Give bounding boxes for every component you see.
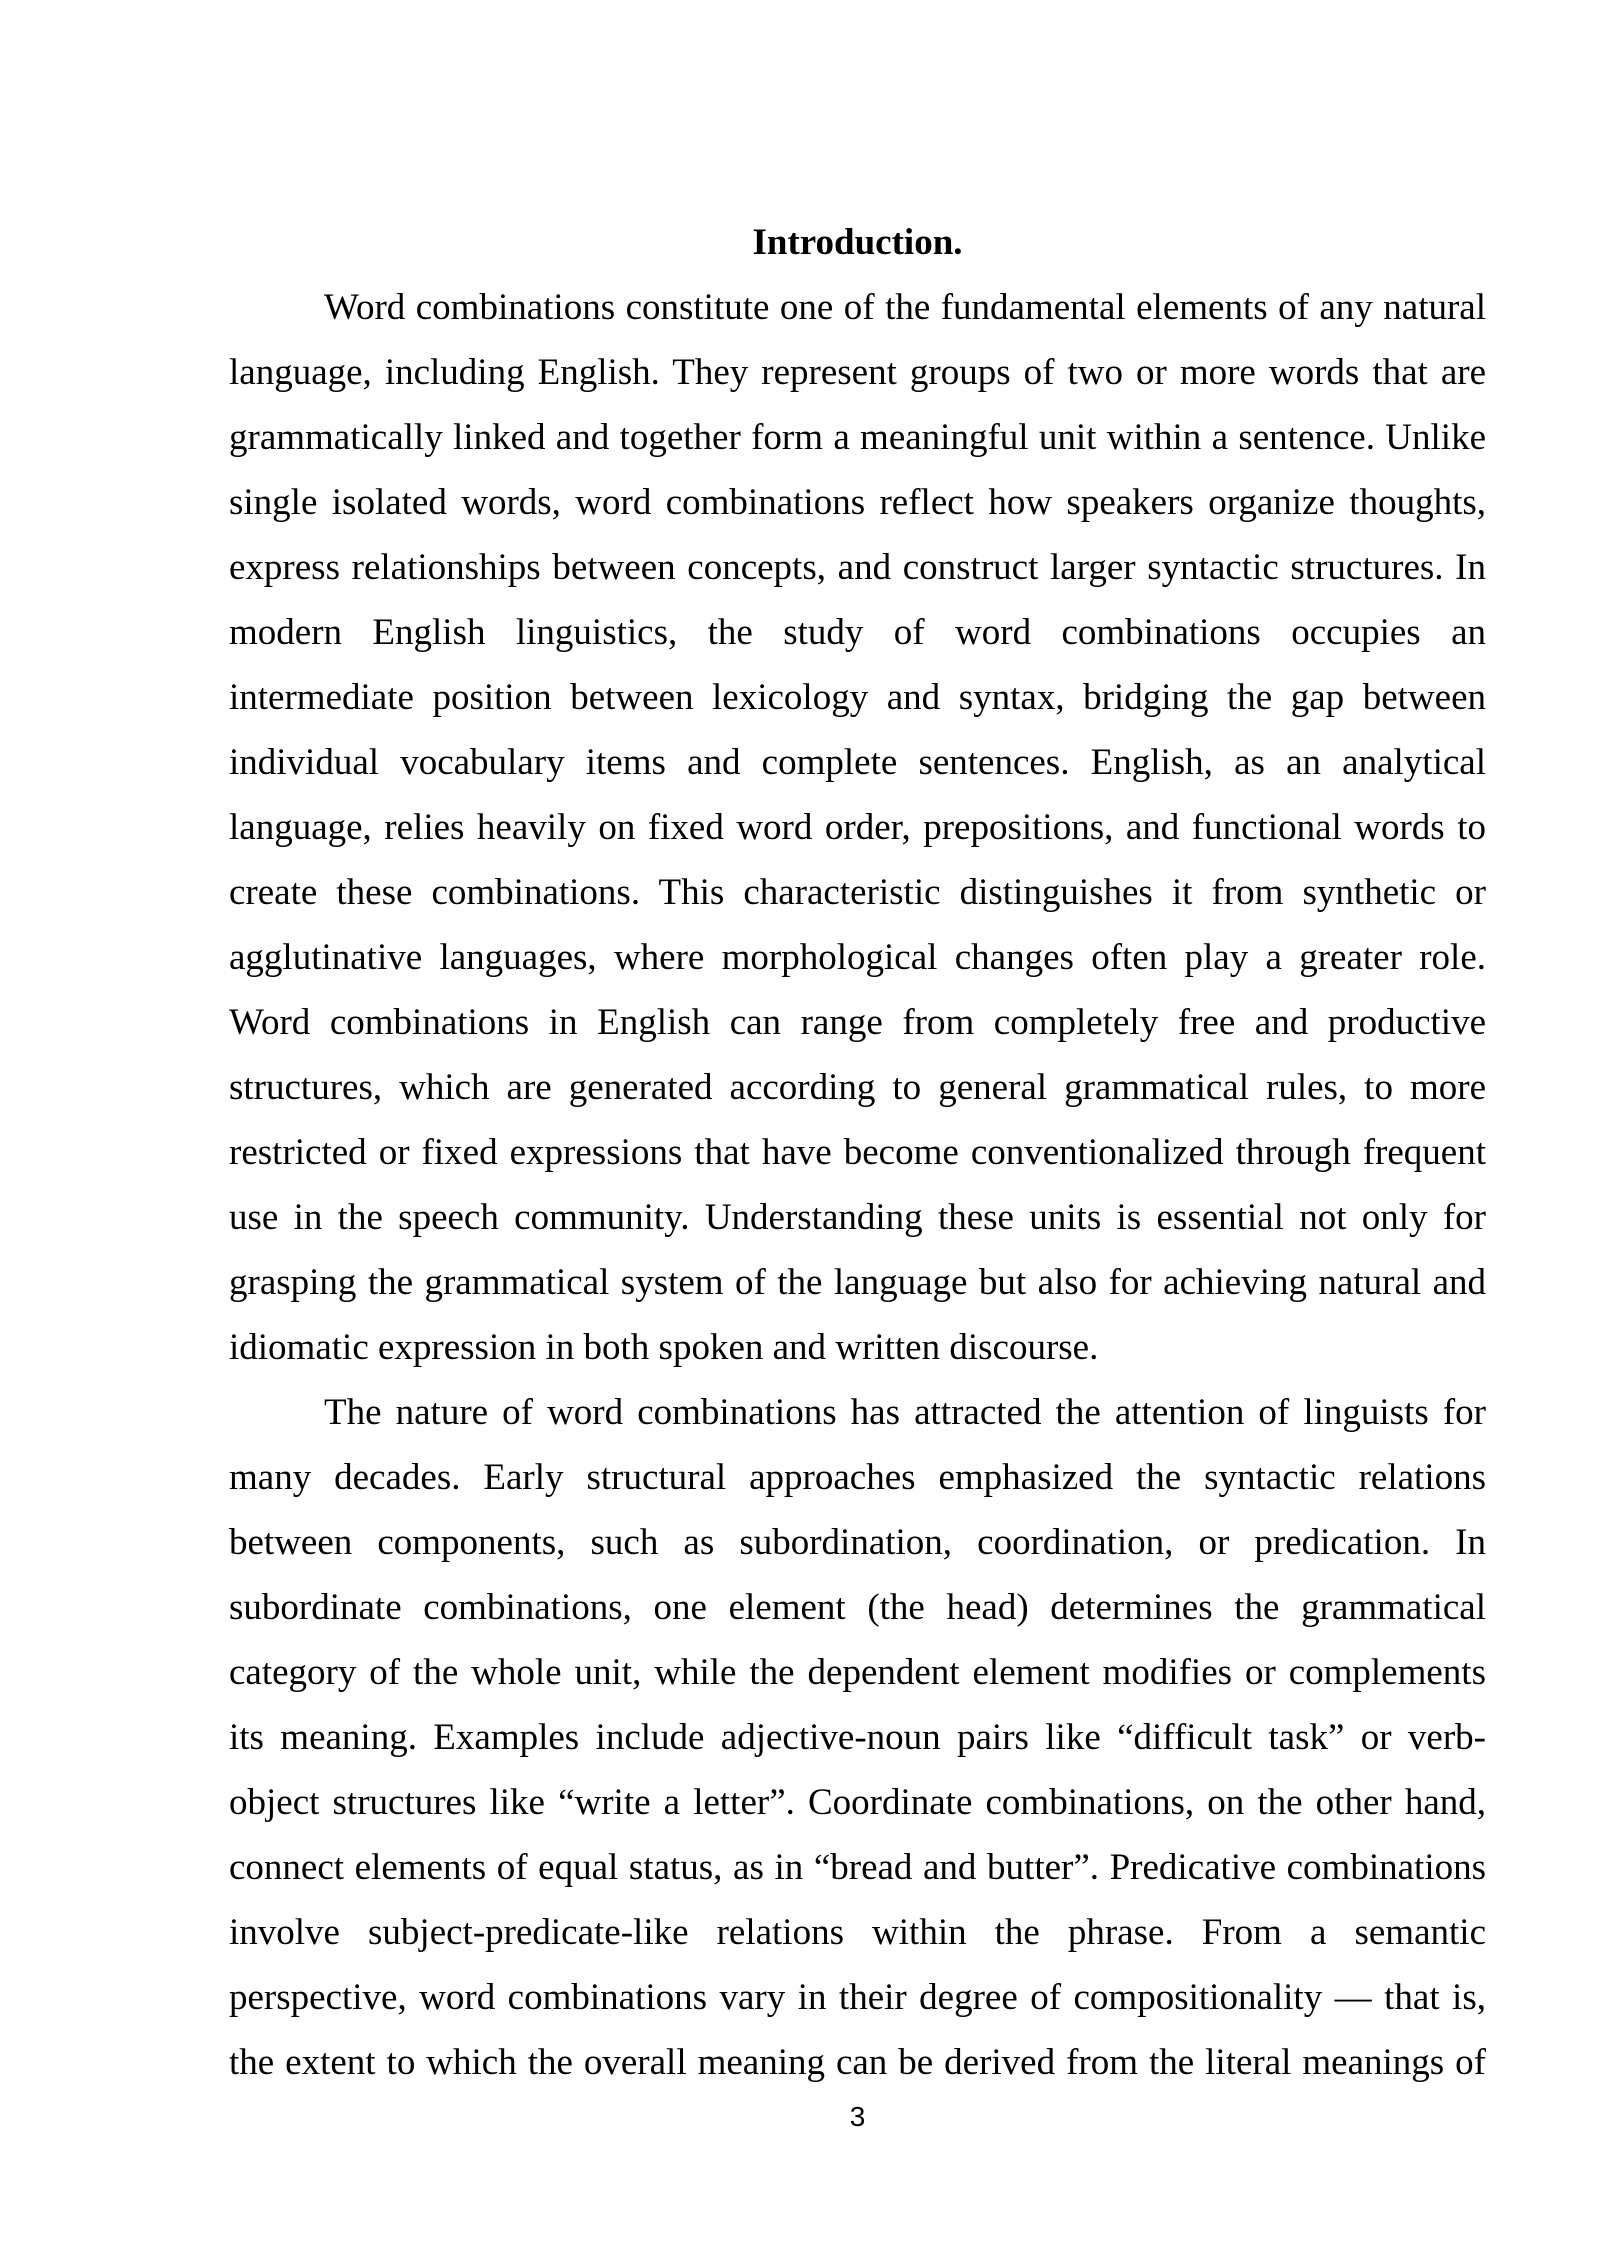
paragraph-line: its meaning. Examples include adjective-noun pairs like “difficult task” or verb- <box>229 1717 1486 1758</box>
page-number: 3 <box>849 2101 866 2132</box>
paragraph-line: single isolated words, word combinations reflect how speakers organize thoughts, <box>229 482 1486 523</box>
paragraph-line: Word combinations in English can range from completely free and productive <box>229 1002 1486 1043</box>
paragraph-line: idiomatic expression in both spoken and written discourse. <box>229 1327 1099 1368</box>
paragraph-line: individual vocabulary items and complete sentences. English, as an analytical <box>229 742 1486 783</box>
paragraph-line: category of the whole unit, while the dependent element modifies or complements <box>229 1652 1486 1693</box>
paragraph-line: The nature of word combinations has attracted the attention of linguists for <box>324 1392 1486 1433</box>
paragraph-line: connect elements of equal status, as in “bread and butter”. Predicative combinations <box>229 1847 1486 1888</box>
paragraph-line: modern English linguistics, the study of word combinations occupies an <box>229 612 1486 653</box>
paragraph-line: language, relies heavily on fixed word order, prepositions, and functional words to <box>229 807 1486 848</box>
paragraph <box>229 1380 1486 2095</box>
paragraph-line: perspective, word combinations vary in their degree of compositionality — that is, <box>229 1977 1486 2018</box>
paragraph-line: language, including English. They represent groups of two or more words that are <box>229 352 1486 393</box>
paragraph-line: the extent to which the overall meaning can be derived from the literal meanings of <box>229 2042 1486 2083</box>
paragraph-line: restricted or fixed expressions that have become conventionalized through frequent <box>229 1132 1486 1173</box>
paragraph-line: between components, such as subordination, coordination, or predication. In <box>229 1522 1486 1563</box>
paragraph-line: structures, which are generated according to general grammatical rules, to more <box>229 1067 1486 1108</box>
paragraph-line: express relationships between concepts, and construct larger syntactic structures. In <box>229 547 1486 588</box>
paragraph-line: agglutinative languages, where morphological changes often play a greater role. <box>229 937 1486 978</box>
paragraph-line: use in the speech community. Understanding these units is essential not only for <box>229 1197 1486 1238</box>
paragraph-line: create these combinations. This characteristic distinguishes it from synthetic or <box>229 872 1486 913</box>
paragraph-line: intermediate position between lexicology and syntax, bridging the gap between <box>229 677 1486 718</box>
paragraph-line: many decades. Early structural approaches emphasized the syntactic relations <box>229 1457 1486 1498</box>
paragraph-line: Word combinations constitute one of the fundamental elements of any natural <box>324 287 1486 328</box>
paragraph-line: grammatically linked and together form a meaningful unit within a sentence. Unlike <box>229 417 1486 458</box>
paragraph-line: object structures like “write a letter”. Coordinate combinations, on the other hand, <box>229 1782 1486 1823</box>
paragraph-line: involve subject-predicate-like relations within the phrase. From a semantic <box>229 1912 1486 1953</box>
paragraph-line: subordinate combinations, one element (the head) determines the grammatical <box>229 1587 1486 1628</box>
section-title: Introduction. <box>752 222 963 263</box>
paragraph-line: grasping the grammatical system of the language but also for achieving natural and <box>229 1262 1486 1303</box>
paragraph <box>229 275 1486 1380</box>
document-body <box>229 210 1486 2095</box>
